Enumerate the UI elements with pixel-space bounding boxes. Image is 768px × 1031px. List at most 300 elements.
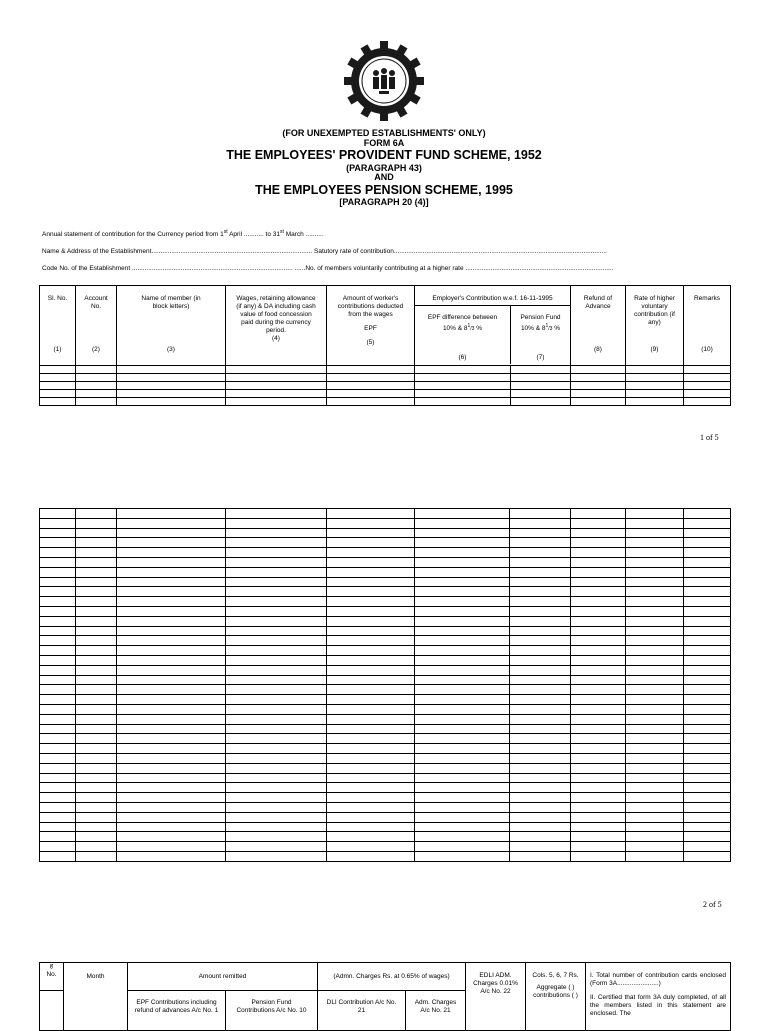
- table-cell: [40, 724, 76, 734]
- table-cell: [684, 734, 731, 744]
- table-cell: [415, 822, 510, 832]
- table-cell: [327, 704, 415, 714]
- col-refund-advance: Refund of Advance (8): [571, 286, 626, 366]
- table-cell: [510, 793, 571, 803]
- table-cell: [117, 842, 226, 852]
- col-epf-difference: EPF difference between 10% & $8^1/3$ % (6): [415, 306, 511, 364]
- contribution-table-page1: [39, 285, 731, 406]
- table-cell: [510, 577, 571, 587]
- table-cell: [626, 665, 684, 675]
- table-cell: [684, 753, 731, 763]
- table-row: [40, 567, 731, 577]
- paragraph-20-4: [PARAGRAPH 20 (4)]: [339, 197, 429, 207]
- table-cell: [226, 606, 327, 616]
- table-cell: [684, 822, 731, 832]
- table-cell: [684, 577, 731, 587]
- scheme-title-1995: THE EMPLOYEES PENSION SCHEME, 1995: [255, 183, 513, 197]
- table-cell: [226, 851, 327, 861]
- table-row: [40, 773, 731, 783]
- table-cell: [415, 577, 510, 587]
- table-cell: [327, 390, 415, 398]
- table-row: [40, 382, 731, 390]
- table-row: [40, 518, 731, 528]
- table-row: [40, 704, 731, 714]
- col-pension-fund: Pension Fund 10% & $8^1/3$ % (7): [520, 314, 561, 361]
- table-cell: [117, 374, 226, 382]
- annual-text-b: April ........... to 31: [227, 231, 281, 239]
- table-cell: [510, 802, 571, 812]
- table-cell: [117, 518, 226, 528]
- table-cell: [684, 714, 731, 724]
- table-row: [40, 538, 731, 548]
- table-cell: [626, 528, 684, 538]
- table-cell: [415, 734, 510, 744]
- table-cell: [684, 557, 731, 567]
- table-cell: [117, 724, 226, 734]
- table-row: [40, 655, 731, 665]
- table-cell: [626, 832, 684, 842]
- table-cell: [327, 398, 415, 406]
- table-cell: [226, 655, 327, 665]
- table-cell: [571, 802, 626, 812]
- table-row: [40, 606, 731, 616]
- table-row: [40, 802, 731, 812]
- table-cell: [626, 704, 684, 714]
- table-cell: [626, 366, 684, 374]
- table-cell: [510, 509, 571, 519]
- table-cell: [327, 518, 415, 528]
- table-cell: [626, 398, 684, 406]
- table-cell: [327, 675, 415, 685]
- table-cell: [226, 744, 327, 754]
- table-cell: [684, 606, 731, 616]
- table-cell: [626, 851, 684, 861]
- table-cell: [684, 675, 731, 685]
- table-cell: [684, 783, 731, 793]
- table-cell: [76, 675, 117, 685]
- table-cell: [510, 636, 571, 646]
- remittance-table: [39, 962, 731, 1031]
- table-cell: [117, 646, 226, 656]
- table-cell: [76, 773, 117, 783]
- table-cell: [40, 567, 76, 577]
- table-cell: [76, 398, 117, 406]
- table-cell: [571, 675, 626, 685]
- table-row: [40, 374, 731, 382]
- table-cell: [571, 822, 626, 832]
- table-cell: [76, 842, 117, 852]
- col-account-no: Account No. (2): [76, 286, 117, 366]
- table-cell: [327, 773, 415, 783]
- table-cell: [415, 704, 510, 714]
- table-cell: [76, 655, 117, 665]
- table-cell: [76, 577, 117, 587]
- table-cell: [510, 773, 571, 783]
- table1-body: [40, 366, 731, 406]
- table-cell: [571, 763, 626, 773]
- col-aggregate: Cols. 5, 6, 7 Rs. Aggregate ( ) contributions ( ): [526, 963, 586, 1031]
- table-cell: [117, 626, 226, 636]
- table-cell: [571, 577, 626, 587]
- table-cell: [510, 753, 571, 763]
- table-cell: [684, 842, 731, 852]
- table-row: [40, 812, 731, 822]
- table-cell: [117, 744, 226, 754]
- table-cell: [415, 548, 510, 558]
- table-cell: [76, 744, 117, 754]
- table-cell: [117, 528, 226, 538]
- table-cell: [226, 587, 327, 597]
- table-cell: [327, 382, 415, 390]
- table-cell: [327, 763, 415, 773]
- table-cell: [571, 636, 626, 646]
- table-cell: [327, 793, 415, 803]
- table-row: [40, 390, 731, 398]
- table-cell: [117, 390, 226, 398]
- table-cell: [327, 538, 415, 548]
- table-cell: [415, 802, 510, 812]
- table-cell: [40, 382, 76, 390]
- table-cell: [510, 744, 571, 754]
- table-cell: [117, 636, 226, 646]
- table-cell: [510, 587, 571, 597]
- table-cell: [415, 557, 510, 567]
- table-cell: [415, 773, 510, 783]
- table-cell: [117, 763, 226, 773]
- table-cell: [415, 685, 510, 695]
- table-cell: [510, 567, 571, 577]
- table-cell: [415, 597, 510, 607]
- table-cell: [76, 763, 117, 773]
- table-cell: [684, 655, 731, 665]
- table-row: [40, 783, 731, 793]
- table-cell: [226, 704, 327, 714]
- table-cell: [510, 557, 571, 567]
- table-cell: [415, 665, 510, 675]
- table-cell: [571, 548, 626, 558]
- table-cell: [76, 832, 117, 842]
- table-cell: [626, 597, 684, 607]
- table-cell: [226, 763, 327, 773]
- table-cell: [40, 616, 76, 626]
- table-cell: [117, 695, 226, 705]
- table-cell: [327, 366, 415, 374]
- table-cell: [76, 366, 117, 374]
- table-cell: [226, 528, 327, 538]
- table-cell: [40, 783, 76, 793]
- table-cell: [571, 606, 626, 616]
- table-cell: [40, 773, 76, 783]
- table-cell: [327, 714, 415, 724]
- table-cell: [626, 763, 684, 773]
- table-cell: [626, 753, 684, 763]
- table-cell: [626, 548, 684, 558]
- table-cell: [226, 724, 327, 734]
- table-cell: [327, 734, 415, 744]
- contribution-table-page2: [39, 508, 731, 862]
- table-cell: [327, 832, 415, 842]
- table-cell: [117, 812, 226, 822]
- table-cell: [226, 773, 327, 783]
- paragraph-43: (PARAGRAPH 43): [346, 163, 422, 173]
- table-cell: [76, 616, 117, 626]
- table-cell: [40, 822, 76, 832]
- and-label: AND: [374, 172, 394, 182]
- table-cell: [117, 793, 226, 803]
- table-row: [40, 597, 731, 607]
- epfo-emblem-icon: [343, 40, 425, 122]
- table-cell: [626, 812, 684, 822]
- table-cell: [226, 675, 327, 685]
- table-cell: [226, 646, 327, 656]
- table-cell: [117, 734, 226, 744]
- table-row: [40, 557, 731, 567]
- table-cell: [571, 366, 626, 374]
- table-cell: [626, 390, 684, 398]
- col-certification-notes: I. Total number of contribution cards enclosed (Form 3A.......................) II. Certified that form 3A duly completed, of all the members listed in this statement are enclosed. The: [586, 963, 731, 1031]
- table-cell: [40, 557, 76, 567]
- table-cell: [40, 398, 76, 406]
- table-cell: [571, 714, 626, 724]
- table-cell: [684, 695, 731, 705]
- table-cell: [626, 646, 684, 656]
- table-cell: [510, 646, 571, 656]
- table-row: [40, 714, 731, 724]
- table-cell: [415, 763, 510, 773]
- table-row: [40, 724, 731, 734]
- table-cell: [511, 374, 571, 382]
- table-cell: [571, 832, 626, 842]
- table-cell: [571, 753, 626, 763]
- table-cell: [684, 390, 731, 398]
- table-cell: [226, 734, 327, 744]
- annual-text-c: March ..........: [283, 231, 324, 239]
- table-cell: [327, 842, 415, 852]
- table-cell: [327, 753, 415, 763]
- table-cell: [510, 812, 571, 822]
- table-cell: [571, 390, 626, 398]
- table-cell: [626, 577, 684, 587]
- table-cell: [510, 724, 571, 734]
- table-row: [40, 842, 731, 852]
- table-cell: [117, 714, 226, 724]
- table-cell: [327, 577, 415, 587]
- table-cell: [226, 714, 327, 724]
- table-row: [40, 695, 731, 705]
- table-cell: [684, 763, 731, 773]
- table-cell: [40, 528, 76, 538]
- table-cell: [226, 382, 327, 390]
- table-cell: [40, 793, 76, 803]
- table-cell: [684, 398, 731, 406]
- table-row: [40, 636, 731, 646]
- table-cell: [117, 366, 226, 374]
- table-cell: [684, 832, 731, 842]
- table-cell: [684, 567, 731, 577]
- table-cell: [226, 832, 327, 842]
- table-row: [40, 822, 731, 832]
- table-cell: [40, 626, 76, 636]
- table-cell: [415, 753, 510, 763]
- table-cell: [415, 832, 510, 842]
- table-cell: [76, 567, 117, 577]
- table-cell: [117, 822, 226, 832]
- table-cell: [327, 822, 415, 832]
- table-cell: [684, 724, 731, 734]
- table-cell: [40, 744, 76, 754]
- table-cell: [40, 685, 76, 695]
- col-epf-contributions: EPF Contributions including refund of advances A/c No. 1: [128, 991, 226, 1031]
- table-row: [40, 548, 731, 558]
- table-cell: [327, 616, 415, 626]
- table-cell: [571, 597, 626, 607]
- table-cell: [510, 763, 571, 773]
- table-cell: [76, 509, 117, 519]
- table-cell: [76, 528, 117, 538]
- table-cell: [76, 587, 117, 597]
- table-cell: [571, 518, 626, 528]
- table-cell: [510, 851, 571, 861]
- table-cell: [415, 812, 510, 822]
- table-cell: [76, 597, 117, 607]
- table-cell: [226, 577, 327, 587]
- table-cell: [415, 390, 511, 398]
- table-cell: [327, 597, 415, 607]
- table-cell: [571, 616, 626, 626]
- table-cell: [40, 665, 76, 675]
- col-employer-contribution: [415, 286, 571, 366]
- table-cell: [40, 390, 76, 398]
- table-cell: [510, 528, 571, 538]
- table-cell: [510, 714, 571, 724]
- table-row: [40, 753, 731, 763]
- table-cell: [510, 655, 571, 665]
- table-cell: [415, 518, 510, 528]
- table-row: [40, 744, 731, 754]
- table-cell: [510, 606, 571, 616]
- table-cell: [415, 538, 510, 548]
- employer-contribution-label: Employer's Contribution w.e.f. 16-11-1995: [415, 286, 570, 306]
- table-cell: [117, 538, 226, 548]
- table-cell: [40, 753, 76, 763]
- table-cell: [684, 744, 731, 754]
- table-cell: [327, 655, 415, 665]
- table-cell: [226, 616, 327, 626]
- table-cell: [684, 366, 731, 374]
- table-cell: [117, 382, 226, 390]
- table-cell: [571, 655, 626, 665]
- table-cell: [40, 538, 76, 548]
- table-cell: [327, 626, 415, 636]
- table-cell: [571, 685, 626, 695]
- table-cell: [327, 509, 415, 519]
- table-cell: [510, 695, 571, 705]
- table-cell: [117, 851, 226, 861]
- col-no: ह No.: [40, 963, 64, 991]
- table-cell: [684, 587, 731, 597]
- table-cell: [415, 587, 510, 597]
- table-cell: [226, 665, 327, 675]
- table-cell: [571, 734, 626, 744]
- table-cell: [684, 597, 731, 607]
- table-cell: [117, 753, 226, 763]
- table-cell: [415, 567, 510, 577]
- table-cell: [571, 509, 626, 519]
- table-cell: [684, 665, 731, 675]
- table-cell: [76, 606, 117, 616]
- table-row: [40, 685, 731, 695]
- table-cell: [117, 577, 226, 587]
- table-cell: [415, 374, 511, 382]
- table-cell: [76, 685, 117, 695]
- table-cell: [76, 714, 117, 724]
- col-dli-contribution: DLI Contribution A/c No. 21: [318, 991, 406, 1031]
- table-cell: [415, 842, 510, 852]
- table-cell: [510, 518, 571, 528]
- table-cell: [626, 685, 684, 695]
- table-row: [40, 675, 731, 685]
- table-cell: [117, 802, 226, 812]
- table-cell: [327, 685, 415, 695]
- table-cell: [684, 704, 731, 714]
- table-cell: [626, 606, 684, 616]
- table-cell: [40, 577, 76, 587]
- table-cell: [117, 783, 226, 793]
- table-cell: [117, 665, 226, 675]
- table-cell: [510, 822, 571, 832]
- table-cell: [117, 398, 226, 406]
- table-cell: [415, 695, 510, 705]
- table-cell: [510, 597, 571, 607]
- table-cell: [327, 606, 415, 616]
- table-cell: [117, 685, 226, 695]
- table-cell: [117, 509, 226, 519]
- col-admn-charges: (Admn. Charges Rs. at 0.65% of wages): [318, 963, 466, 991]
- table-cell: [76, 548, 117, 558]
- table-cell: [76, 390, 117, 398]
- table-cell: [626, 518, 684, 528]
- table-cell: [327, 374, 415, 382]
- table-cell: [117, 616, 226, 626]
- table-cell: [226, 822, 327, 832]
- table-cell: [626, 802, 684, 812]
- table-cell: [226, 636, 327, 646]
- table-cell: [226, 802, 327, 812]
- table-cell: [40, 548, 76, 558]
- table-cell: [117, 587, 226, 597]
- table-cell: [571, 587, 626, 597]
- table-cell: [626, 675, 684, 685]
- table-cell: [684, 616, 731, 626]
- table-cell: [571, 382, 626, 390]
- table-cell: [571, 773, 626, 783]
- table-row: [40, 398, 731, 406]
- col-amount-remitted: Amount remitted: [128, 963, 318, 991]
- table1-header-row: [40, 286, 731, 366]
- header-line1: (FOR UNEXEMPTED ESTABLISHMENTS' ONLY): [282, 128, 486, 138]
- table-cell: [226, 842, 327, 852]
- table-cell: [626, 773, 684, 783]
- table-cell: [415, 616, 510, 626]
- form-number: FORM 6A: [363, 138, 405, 148]
- table-cell: [626, 626, 684, 636]
- table-cell: [327, 802, 415, 812]
- table-cell: [40, 704, 76, 714]
- table-row: [40, 665, 731, 675]
- table-cell: [226, 685, 327, 695]
- table-cell: [327, 744, 415, 754]
- table-cell: [626, 822, 684, 832]
